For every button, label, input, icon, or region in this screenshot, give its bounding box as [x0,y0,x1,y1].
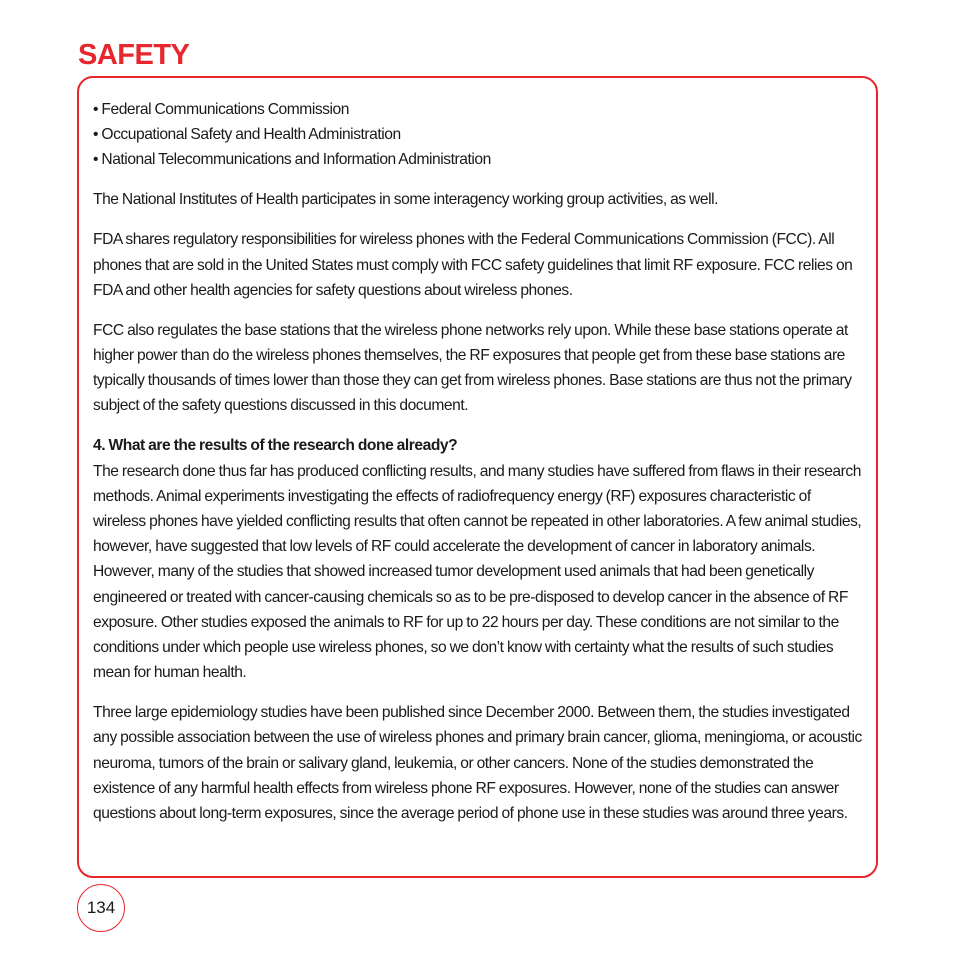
page-number: 134 [77,884,125,932]
list-item: • National Telecommunications and Information Administration [93,151,491,169]
paragraph-base-stations: FCC also regulates the base stations that the wireless phone networks rely upon. While these base stations operate at higher power than do the wireless phones themselves, the RF exposures that people get from these base stations are typically thousands of times lower than those they can get from wireless phones. Base stations are thus not the primary subject of the safety questions discussed in this document. [93,321,852,415]
paragraph-fda-fcc: FDA shares regulatory responsibilities for wireless phones with the Federal Communications Commission (FCC). All phones that are sold in the United States must comply with FCC safety guidelines that limit RF exposure. FCC relies on FDA and other health agencies for safety questions about wireless phones. [93,231,853,299]
list-item: • Occupational Safety and Health Administration [93,126,401,144]
agency-list [93,97,863,173]
section-title: SAFETY [78,39,190,71]
question-heading: 4. What are the results of the research done already? [93,437,458,455]
paragraph-epidemiology: Three large epidemiology studies have been published since December 2000. Between them, the studies investigated any possible association between the use of wireless phones and primary brain cancer, glioma, meningioma, or acoustic neuroma, tumors of the brain or salivary gland, leukemia, or other cancers. None of the studies demonstrated the existence of any harmful health effects from wireless phone RF exposures. However, none of the studies can answer questions about long-term exposures, since the average period of phone use in these studies was around three years. [93,704,862,823]
paragraph-nih: The National Institutes of Health participates in some interagency working group activities, as well. [93,191,718,209]
document-body [93,97,863,841]
list-item: • Federal Communications Commission [93,101,349,118]
paragraph-research-results: The research done thus far has produced conflicting results, and many studies have suffered from flaws in their research methods. Animal experiments investigating the effects of radiofrequency energy (RF) exposures characteristic of wireless phones have yielded conflicting results that often cannot be repeated in other laboratories. A few animal studies, however, have suggested that low levels of RF could accelerate the development of cancer in laboratory animals. However, many of the studies that showed increased tumor development used animals that had been genetically engineered or treated with cancer-causing chemicals so as to be pre-disposed to develop cancer in the absence of RF exposure. Other studies exposed the animals to RF for up to 22 hours per day. These conditions are not similar to the conditions under which people use wireless phones, so we don’t know with certainty what the results of such studies mean for human health. [93,462,862,682]
